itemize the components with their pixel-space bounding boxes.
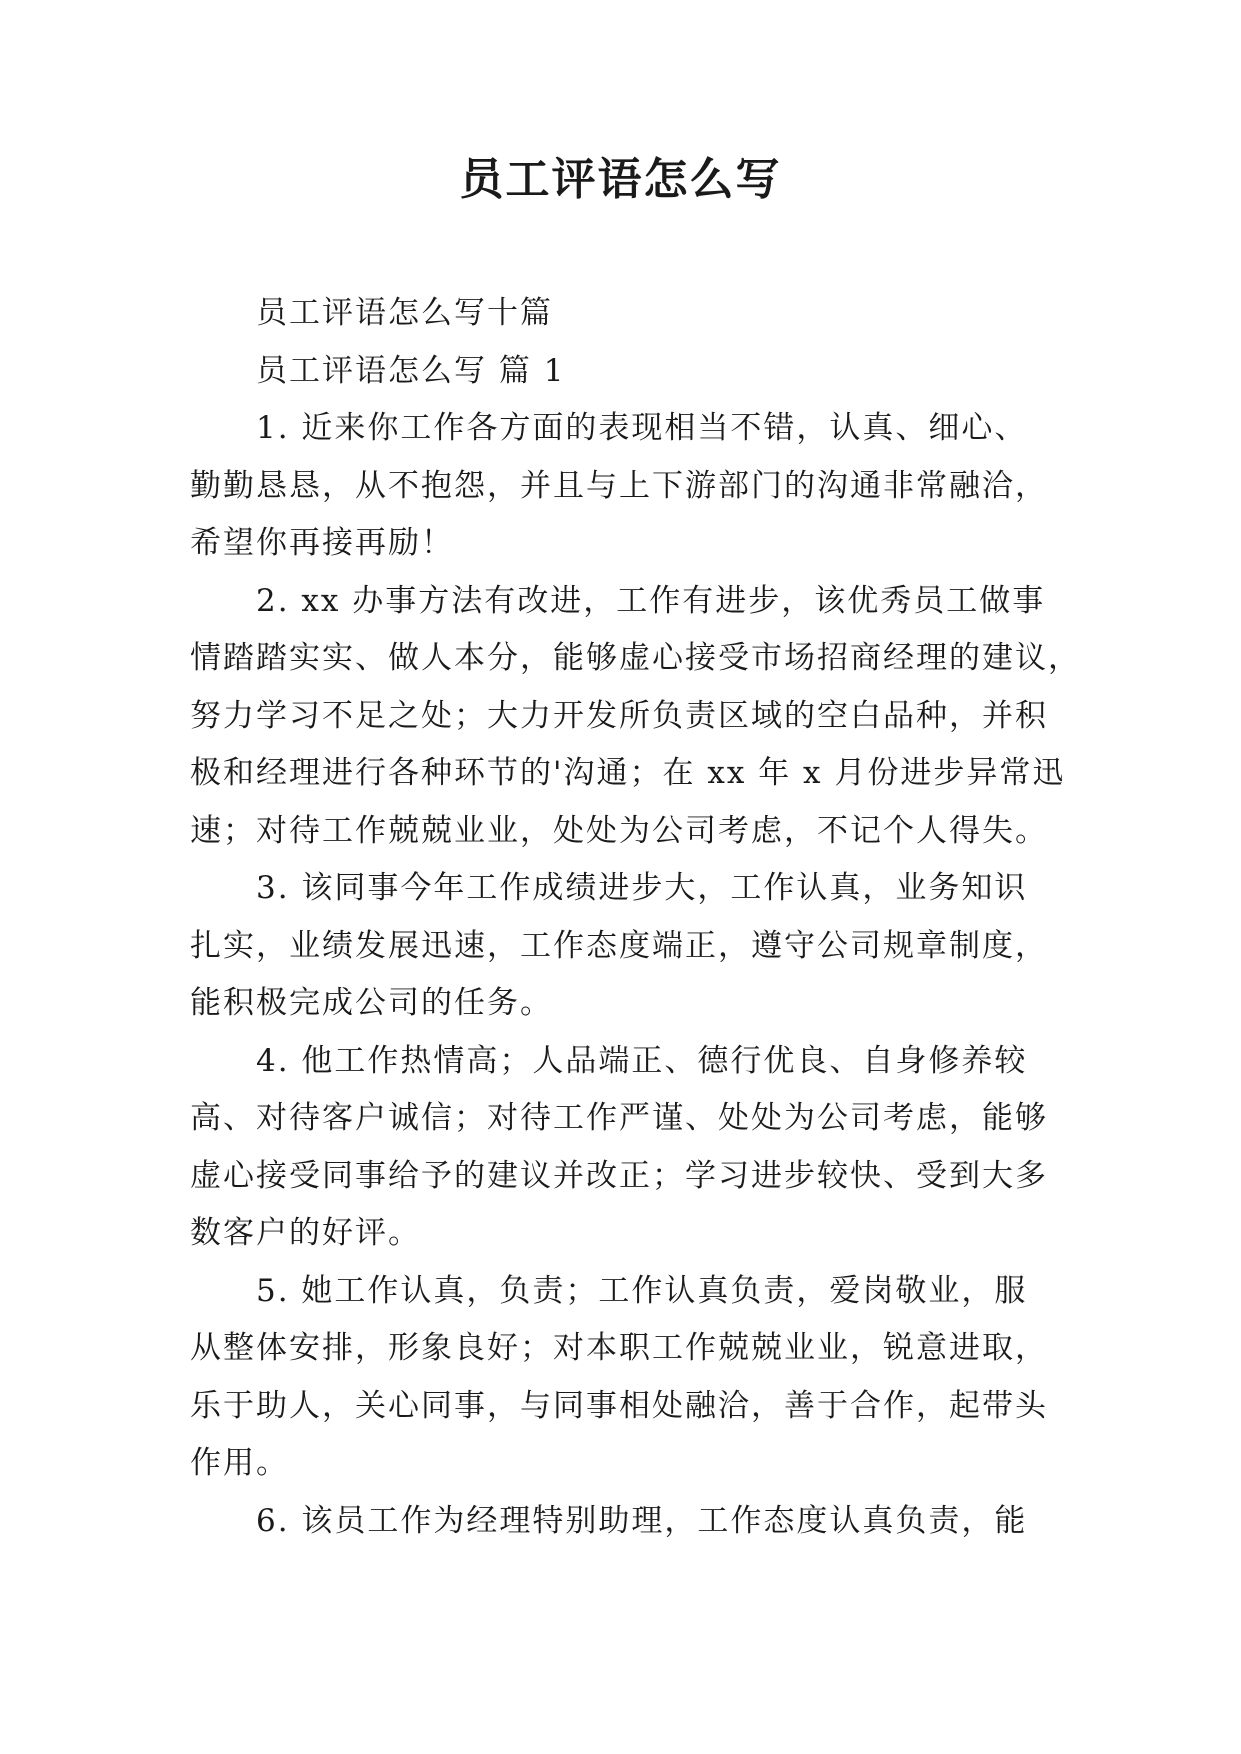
paragraph-line: 情踏踏实实、做人本分，能够虚心接受市场招商经理的建议， (190, 640, 1081, 676)
paragraph-first-line: 5. 她工作认真，负责；工作认真负责，爱岗敬业，服 (256, 1272, 1028, 1309)
paragraph-line: 数客户的好评。 (190, 1215, 421, 1251)
paragraph-line: 从整体安排，形象良好；对本职工作兢兢业业，锐意进取， (190, 1330, 1048, 1366)
paragraph-line: 乐于助人，关心同事，与同事相处融洽，善于合作，起带头 (190, 1387, 1048, 1424)
paragraph-line: 能积极完成公司的任务。 (190, 985, 553, 1021)
paragraph-first-line: 员工评语怎么写 篇 1 (256, 352, 566, 389)
paragraph-first-line: 2. xx 办事方法有改进，工作有进步，该优秀员工做事 (256, 582, 1046, 619)
paragraph-first-line: 4. 他工作热情高；人品端正、德行优良、自身修养较 (256, 1042, 1028, 1079)
document-title: 员工评语怎么写 (459, 154, 782, 205)
paragraph-first-line: 6. 该员工作为经理特别助理，工作态度认真负责，能 (256, 1502, 1028, 1539)
paragraph-first-line: 3. 该同事今年工作成绩进步大，工作认真，业务知识 (256, 870, 1028, 906)
paragraph-line: 高、对待客户诚信；对待工作严谨、处处为公司考虑，能够 (190, 1100, 1048, 1136)
document-body (190, 285, 1081, 1550)
paragraph-line: 勤勤恳恳，从不抱怨，并且与上下游部门的沟通非常融洽， (190, 467, 1048, 504)
paragraph-first-line: 员工评语怎么写十篇 (256, 295, 553, 331)
paragraph-line: 希望你再接再励！ (190, 525, 454, 561)
paragraph-line: 努力学习不足之处；大力开发所负责区域的空白品种，并积 (190, 697, 1048, 734)
paragraph-line: 速；对待工作兢兢业业，处处为公司考虑，不记个人得失。 (190, 812, 1048, 849)
paragraph-line: 扎实，业绩发展迅速，工作态度端正，遵守公司规章制度， (190, 927, 1048, 964)
paragraph-line: 极和经理进行各种环节的'沟通；在 xx 年 x 月份进步异常迅 (190, 755, 1066, 791)
paragraph-first-line: 1. 近来你工作各方面的表现相当不错，认真、细心、 (256, 410, 1028, 446)
paragraph-line: 虚心接受同事给予的建议并改正；学习进步较快、受到大多 (190, 1157, 1048, 1194)
paragraph-line: 作用。 (190, 1445, 289, 1481)
